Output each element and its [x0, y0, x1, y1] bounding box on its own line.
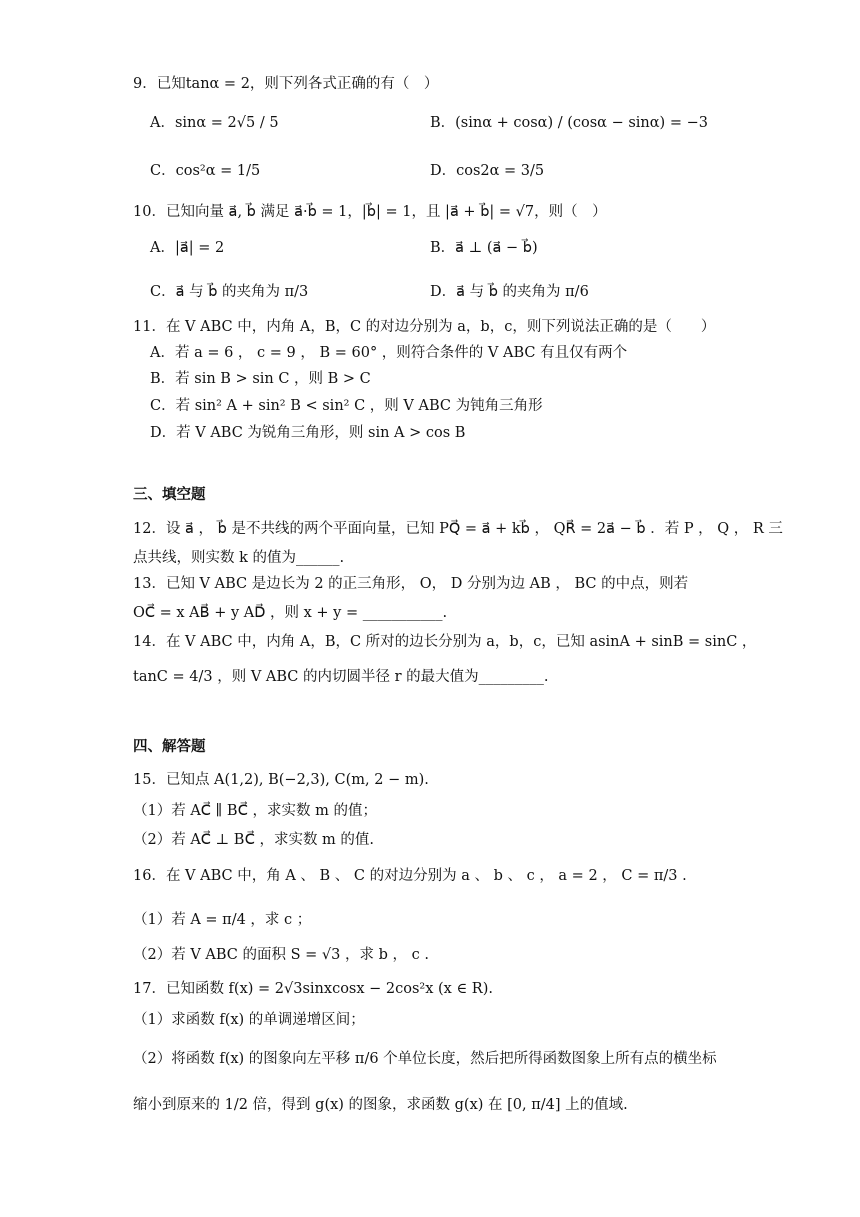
q11-option-b: B．若 sin B > sin C ，则 B > C [150, 371, 371, 387]
q16-part-1: （1）若 A = π/4 ，求 c ； [133, 912, 312, 928]
q12-line-2: 点共线，则实数 k 的值为______. [133, 550, 345, 566]
q9-option-b: B．(sinα + cosα) / (cosα − sinα) = −3 [430, 115, 708, 131]
q10-option-a: A．|a⃗| = 2 [150, 240, 225, 256]
q17-stem: 17．已知函数 f(x) = 2√3sinxcosx − 2cos²x (x ∈ R). [133, 981, 493, 997]
q9-stem: 9．已知tanα = 2，则下列各式正确的有（ ） [133, 76, 439, 92]
q13-line-1: 13．已知 V ABC 是边长为 2 的正三角形， O， D 分别为边 AB ， BC 的中点，则若 [133, 576, 689, 592]
q14-line-2: tanC = 4/3 ，则 V ABC 的内切圆半径 r 的最大值为_________. [133, 669, 549, 685]
q17-part-2-line-2: 缩小到原来的 1/2 倍，得到 g(x) 的图象，求函数 g(x) 在 [0, π/4] 上的值域. [133, 1097, 628, 1113]
q10-stem: 10．已知向量 a⃗, b⃗ 满足 a⃗·b⃗ = 1，|b⃗| = 1，且 |a⃗ + b⃗| = √7，则（ ） [133, 204, 607, 220]
q11-option-c: C．若 sin² A + sin² B < sin² C ，则 V ABC 为钝角三角形 [150, 398, 543, 414]
q15-part-2: （2）若 AC⃗ ⊥ BC⃗ ，求实数 m 的值. [133, 832, 375, 848]
q10-option-d: D．a⃗ 与 b⃗ 的夹角为 π/6 [430, 284, 589, 300]
q14-line-1: 14．在 V ABC 中，内角 A，B，C 所对的边长分别为 a，b，c，已知 asinA + sinB = sinC ， [133, 634, 757, 650]
q16-stem: 16．在 V ABC 中，角 A 、 B 、 C 的对边分别为 a 、 b 、 c ， a = 2 ， C = π/3 . [133, 868, 687, 884]
q10-option-c: C．a⃗ 与 b⃗ 的夹角为 π/3 [150, 284, 309, 300]
section-fill-in-title: 三、填空题 [133, 487, 206, 503]
q17-part-2-line-1: （2）将函数 f(x) 的图象向左平移 π/6 个单位长度，然后把所得函数图象上所有点的横坐标 [133, 1051, 717, 1067]
q16-part-2: （2）若 V ABC 的面积 S = √3 ，求 b ， c . [133, 947, 429, 963]
q11-option-d: D．若 V ABC 为锐角三角形，则 sin A > cos B [150, 425, 466, 441]
section-answer-title: 四、解答题 [133, 739, 206, 755]
q15-part-1: （1）若 AC⃗ ∥ BC⃗ ，求实数 m 的值； [133, 803, 377, 819]
q15-stem: 15．已知点 A(1,2), B(−2,3), C(m, 2 − m). [133, 772, 429, 788]
q17-part-1: （1）求函数 f(x) 的单调递增区间； [133, 1012, 365, 1028]
q10-option-b: B．a⃗ ⊥ (a⃗ − b⃗) [430, 240, 538, 256]
q13-line-2: OC⃗ = x AB⃗ + y AD⃗ ，则 x + y = ___________. [133, 605, 448, 621]
q9-option-d: D．cos2α = 3/5 [430, 163, 545, 179]
q9-option-a: A．sinα = 2√5 / 5 [150, 115, 279, 131]
q11-stem: 11．在 V ABC 中，内角 A，B，C 的对边分别为 a，b，c，则下列说法正确的是（ ） [133, 319, 716, 335]
q12-line-1: 12．设 a⃗ ， b⃗ 是不共线的两个平面向量，已知 PQ⃗ = a⃗ + kb⃗ ， QR⃗ = 2a⃗ − b⃗ ．若 P ， Q ， R 三 [133, 521, 783, 537]
q11-option-a: A．若 a = 6 ， c = 9 ， B = 60° ，则符合条件的 V ABC 有且仅有两个 [150, 345, 628, 361]
q9-option-c: C．cos²α = 1/5 [150, 163, 261, 179]
